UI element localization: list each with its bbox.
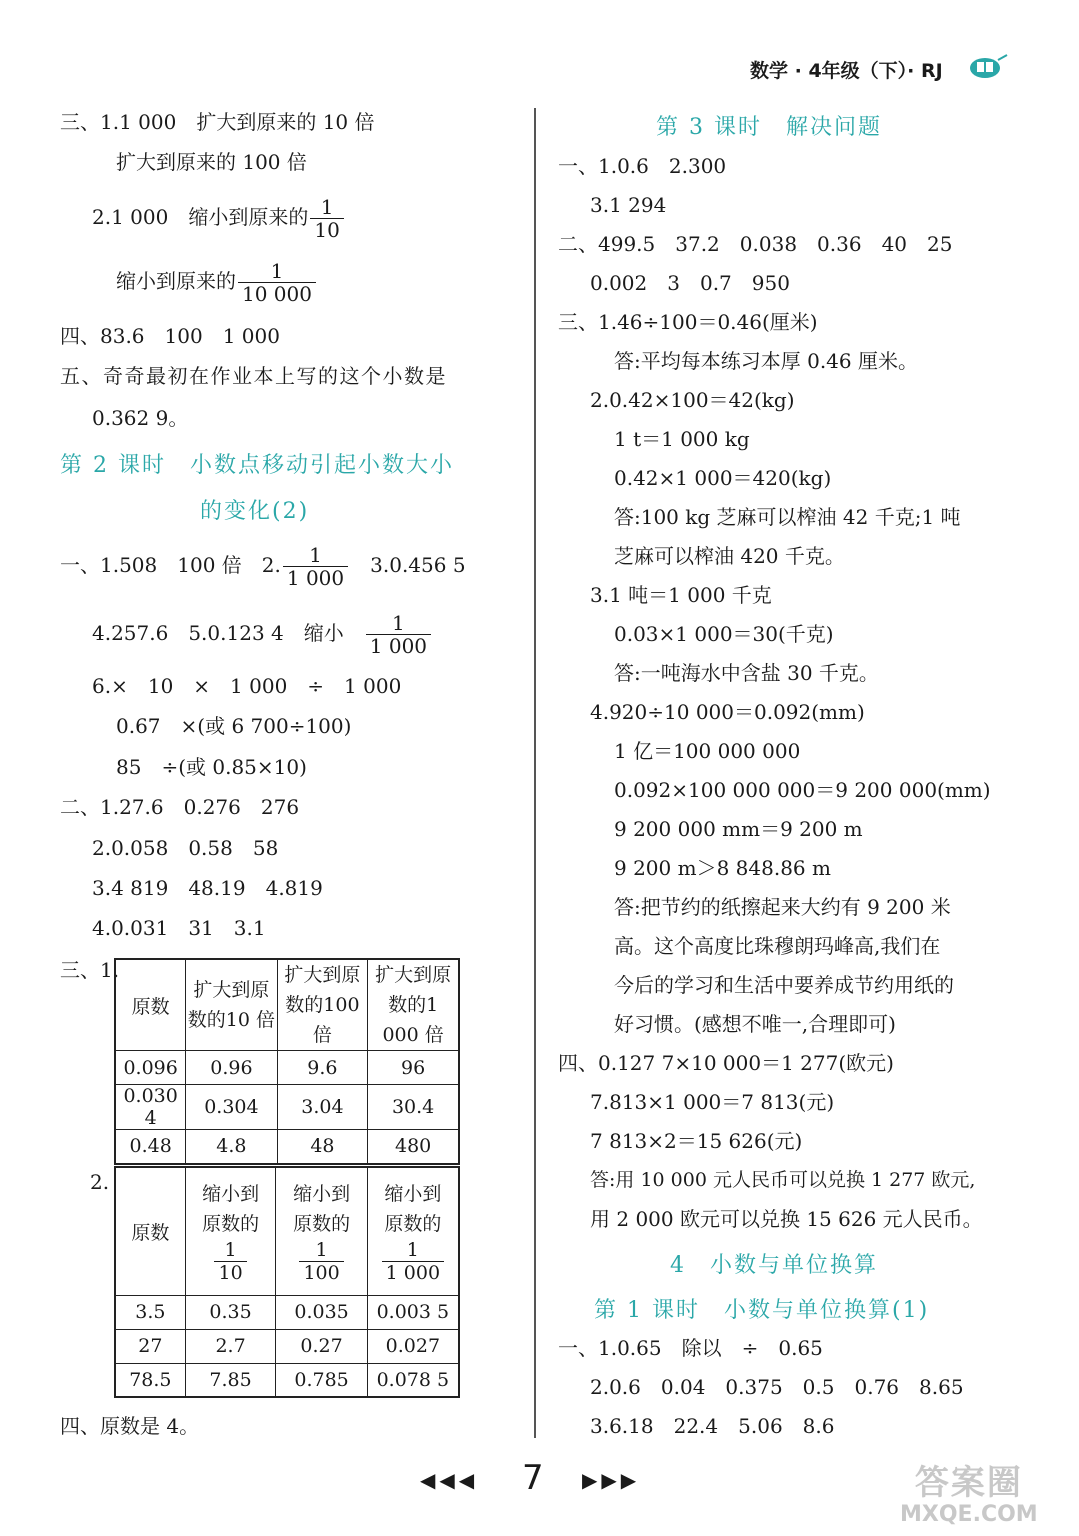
- table-header: 缩小到 原数的 $\frac{1}{100}$: [276, 1167, 367, 1295]
- prev-page-icon[interactable]: ◀◀◀: [420, 1468, 479, 1492]
- book-icon: [968, 54, 1008, 84]
- answer-line: 0.42×1 000＝420(kg): [614, 466, 832, 490]
- answer-line: 二、499.5 37.2 0.038 0.36 40 25: [558, 232, 953, 256]
- answer-line: 2.0.058 0.58 58: [92, 836, 279, 860]
- answer-line: 答:把节约的纸擦起来大约有 9 200 米: [614, 895, 951, 919]
- answer-line: 3.4 819 48.19 4.819: [92, 876, 323, 900]
- lesson-title: 第 3 课时 解决问题: [656, 115, 882, 140]
- answer-line: 3.6.18 22.4 5.06 8.6: [590, 1414, 835, 1438]
- answer-line: 9 200 m＞8 848.86 m: [614, 856, 831, 880]
- table-header: 扩大到原数的1 000 倍: [368, 959, 459, 1051]
- table-cell: 3.5: [115, 1295, 185, 1329]
- answer-line: 4.257.6 5.0.123 4 缩小 $\frac{1}{1 000}$: [92, 612, 433, 657]
- answer-line: 0.362 9。: [92, 406, 189, 430]
- table-cell: 0.27: [276, 1329, 367, 1363]
- table-cell: 0.003 5: [367, 1295, 459, 1329]
- answer-line: 0.002 3 0.7 950: [590, 271, 790, 295]
- answer-line: 2.0.42×100＝42(kg): [590, 388, 795, 412]
- lesson-title: 的变化(2): [200, 499, 310, 524]
- answer-line: 4.0.031 31 3.1: [92, 916, 266, 940]
- table-cell: 48: [277, 1130, 368, 1164]
- answer-line: 1 亿＝100 000 000: [614, 739, 801, 763]
- table-enlarge: [114, 958, 460, 1165]
- answer-line: 四、83.6 100 1 000: [60, 324, 280, 348]
- answer-line: 2.0.6 0.04 0.375 0.5 0.76 8.65: [590, 1375, 964, 1399]
- table-cell: 4.8: [186, 1130, 277, 1164]
- table-header: 原数: [115, 1167, 185, 1295]
- table-cell: 3.04: [277, 1085, 368, 1130]
- answer-line: 答:100 kg 芝麻可以榨油 42 千克;1 吨: [614, 505, 961, 529]
- answer-line: 扩大到原来的 100 倍: [116, 150, 307, 174]
- table-header: 缩小到 原数的 $\frac{1}{1 000}$: [367, 1167, 459, 1295]
- table-cell: 96: [368, 1051, 459, 1085]
- fraction: $\frac{1}{100}$: [299, 1239, 343, 1284]
- table-cell: 0.48: [115, 1130, 186, 1164]
- answer-line: 答:一吨海水中含盐 30 千克。: [614, 661, 879, 685]
- lesson-title: 第 2 课时 小数点移动引起小数大小: [60, 453, 454, 478]
- answer-line: 好习惯。(感想不唯一,合理即可): [614, 1012, 896, 1036]
- table-cell: 0.304: [186, 1085, 277, 1130]
- watermark-logo: 答案圈 MXQE.COM: [900, 1463, 1038, 1527]
- answer-line: 芝麻可以榨油 420 千克。: [614, 544, 845, 568]
- answer-line: 一、1.0.65 除以 ÷ 0.65: [558, 1336, 823, 1360]
- answer-line: 今后的学习和生活中要养成节约用纸的: [614, 973, 954, 997]
- fraction: $\frac{1}{10}$: [214, 1239, 246, 1284]
- table-cell: 0.027: [367, 1329, 459, 1363]
- answer-line: 用 2 000 欧元可以兑换 15 626 元人民币。: [590, 1207, 983, 1231]
- answer-line: 0.67 ×(或 6 700÷100): [116, 714, 352, 738]
- next-page-icon[interactable]: ▶▶▶: [582, 1468, 641, 1492]
- table-cell: 0.785: [276, 1363, 367, 1397]
- table-header: 原数: [115, 959, 186, 1051]
- table-header: 缩小到 原数的 $\frac{1}{10}$: [185, 1167, 276, 1295]
- table-cell: 480: [368, 1130, 459, 1164]
- answer-line: 答:用 10 000 元人民币可以兑换 1 277 欧元,: [590, 1169, 976, 1191]
- answer-line: 高。这个高度比珠穆朗玛峰高,我们在: [614, 934, 941, 958]
- fraction: $\frac{1}{1 000}$: [382, 1239, 444, 1284]
- answer-line: 三、1.1 000 扩大到原来的 10 倍: [60, 110, 375, 134]
- table-cell: 0.030 4: [115, 1085, 186, 1130]
- page-header: 数学 · 4年级（下）· RJ: [750, 60, 943, 82]
- answer-line: 4.920÷10 000＝0.092(mm): [590, 700, 865, 724]
- table-cell: 0.35: [185, 1295, 276, 1329]
- answer-line: 0.03×1 000＝30(千克): [614, 622, 834, 646]
- fraction: $\frac{1}{1 000}$: [283, 544, 348, 589]
- column-divider: [534, 108, 536, 1438]
- answer-line: 85 ÷(或 0.85×10): [116, 755, 307, 779]
- answer-line: 四、原数是 4。: [60, 1414, 200, 1438]
- table-cell: 30.4: [368, 1085, 459, 1130]
- answer-line: 二、1.27.6 0.276 276: [60, 795, 300, 819]
- fraction: $\frac{1}{1 000}$: [366, 612, 431, 657]
- table-cell: 0.035: [276, 1295, 367, 1329]
- table-cell: 0.078 5: [367, 1363, 459, 1397]
- answer-line: 3.1 吨＝1 000 千克: [590, 583, 772, 607]
- table-shrink: [114, 1166, 460, 1398]
- answer-line: 答:平均每本练习本厚 0.46 厘米。: [614, 349, 918, 373]
- question-label: 三、1.: [60, 958, 120, 982]
- table-cell: 78.5: [115, 1363, 185, 1397]
- answer-line: 一、1.0.6 2.300: [558, 154, 727, 178]
- table-cell: 27: [115, 1329, 185, 1363]
- table-cell: 9.6: [277, 1051, 368, 1085]
- answer-line: 7.813×1 000＝7 813(元): [590, 1090, 835, 1114]
- answer-line: 一、1.508 100 倍 2. $\frac{1}{1 000}$ 3.0.456 5: [60, 543, 466, 590]
- lesson-title: 第 1 课时 小数与单位换算(1): [594, 1298, 930, 1323]
- unit-title: 4 小数与单位换算: [670, 1253, 878, 1278]
- table-header: 扩大到原数的100 倍: [277, 959, 368, 1051]
- answer-line: 四、0.127 7×10 000＝1 277(欧元): [558, 1051, 894, 1075]
- answer-line: 缩小到原来的 $\frac{1}{10 000}$: [116, 260, 318, 305]
- answer-line: 三、1.46÷100＝0.46(厘米): [558, 310, 818, 334]
- fraction: $\frac{1}{10}$: [310, 196, 343, 241]
- answer-line: 0.092×100 000 000＝9 200 000(mm): [614, 778, 991, 802]
- answer-line: 9 200 000 mm＝9 200 m: [614, 817, 863, 841]
- fraction: $\frac{1}{10 000}$: [238, 260, 316, 305]
- answer-line: 7 813×2＝15 626(元): [590, 1129, 803, 1153]
- answer-line: 2.1 000 缩小到原来的 $\frac{1}{10}$: [92, 196, 346, 241]
- table-cell: 0.96: [186, 1051, 277, 1085]
- answer-line: 1 t＝1 000 kg: [614, 427, 750, 451]
- answer-line: 3.1 294: [590, 193, 667, 217]
- table-cell: 7.85: [185, 1363, 276, 1397]
- question-label: 2.: [90, 1170, 110, 1194]
- table-header: 扩大到原数的10 倍: [186, 959, 277, 1051]
- answer-line: 6.× 10 × 1 000 ÷ 1 000: [92, 674, 402, 698]
- table-cell: 2.7: [185, 1329, 276, 1363]
- table-cell: 0.096: [115, 1051, 186, 1085]
- page-number: 7: [522, 1458, 544, 1498]
- answer-line: 五、奇奇最初在作业本上写的这个小数是: [60, 364, 447, 388]
